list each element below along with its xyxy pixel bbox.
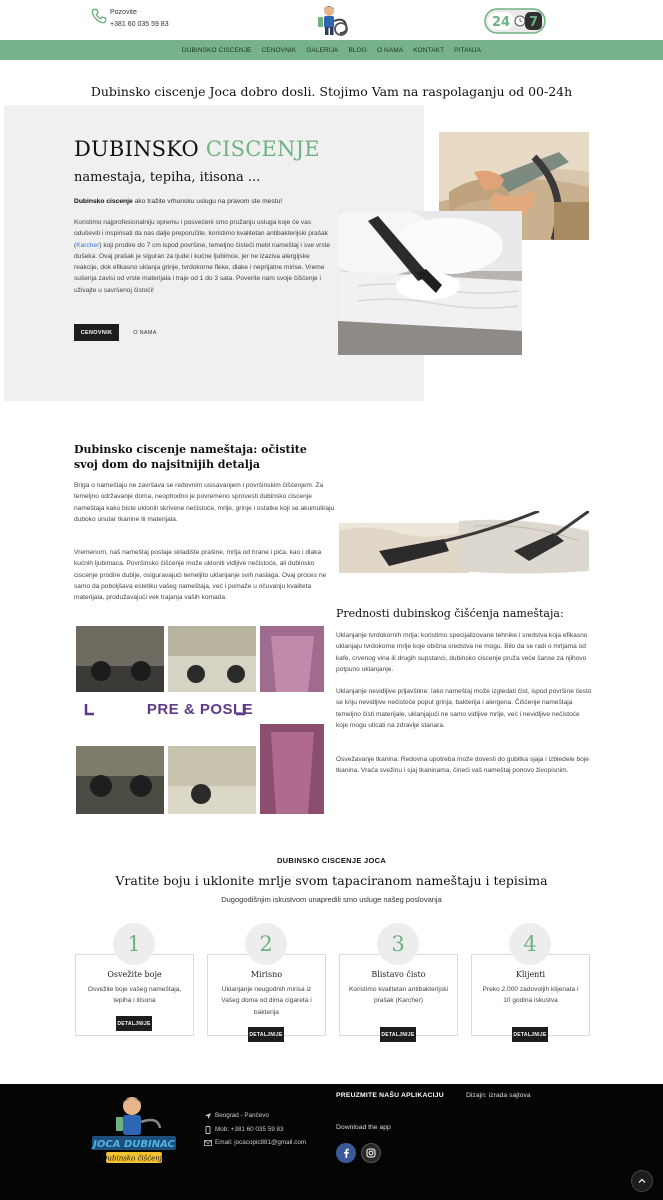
karcher-link[interactable]: Karcher [76, 241, 100, 249]
section3-eyebrow: DUBINSKO CISCENJE JOCA [276, 856, 387, 865]
nav-item-cenovnik[interactable]: CENOVNIK [261, 46, 297, 54]
phone-icon [91, 8, 107, 24]
download-app-label: Download the app [336, 1124, 391, 1131]
feature-number-2: 2 [245, 923, 287, 965]
email-icon [204, 1139, 212, 1147]
footer-location: Beograd - Pančevo [215, 1112, 269, 1119]
feature-number-3: 3 [377, 923, 419, 965]
feature-title-2: Mirisno [250, 970, 283, 979]
app-heading: PREUZMITE NAŠU APLIKACIJU [336, 1092, 444, 1099]
section2-paragraph-1: Briga o nameštaju ne završava se redovnim usisavanjem i površinskim čišćenjem. Za temeljno održavanje doma, neophodno je povremeno sprovesti dubinsko ciscenje nameštaja kako biste uklonili skrivene nečistoće, mrlje, grinje i ostatke koji se akumuliraju duboko unutar tkanine ili materijala. [74, 482, 335, 523]
hero-lead [74, 198, 334, 205]
scroll-to-top-button[interactable] [631, 1170, 653, 1192]
welcome-banner: Dubinsko ciscenje Joca dobro dosli. Stojimo Vam na raspolaganju od 00-24h [90, 84, 573, 99]
feature-details-button-1[interactable]: DETALJNIJE [116, 1016, 152, 1031]
footer-logo[interactable] [88, 1092, 180, 1168]
nav-item-kontakt[interactable]: KONTAKT [413, 46, 445, 54]
benefit-hidden-dirt: Uklanjanje nevidljive prljavštine: Iako nameštaj može izgledati čist, ispod površine često se kriju nevidljive nečistoće poput grinja, bakterija i alergena. Čišćenje nameštaja temeljno čisti materijale, uklanjajući ne samo vidljive mrlje, već i nevidljive nečistoće koje mogu uticati na zdravlje stanara. [336, 688, 592, 729]
carpet-steam-photo [339, 511, 589, 581]
hero-lead-bold: Dubinsko ciscenje [74, 198, 133, 205]
badge-7-text: 7 [528, 15, 539, 30]
feature-details-button-4[interactable]: DETALJNIJE [512, 1027, 548, 1042]
main-nav [0, 40, 663, 60]
feature-title-3: Blistavo čisto [371, 970, 426, 979]
instagram-button[interactable] [361, 1143, 381, 1163]
site-logo[interactable] [310, 3, 354, 37]
feature-details-button-3[interactable]: DETALJNIJE [380, 1027, 416, 1042]
nav-item-pitanja[interactable]: PITANJA [454, 46, 482, 54]
feature-number-4: 4 [509, 923, 551, 965]
chevron-up-icon [637, 1176, 647, 1186]
nav-item-o-nama[interactable]: O NAMA [376, 46, 404, 54]
cenovnik-button[interactable]: CENOVNIK [74, 324, 119, 341]
facebook-icon [341, 1148, 351, 1158]
benefits-title: Prednosti dubinskog čišćenja nameštaja: [336, 607, 564, 620]
hero-subtitle: namestaja, tepiha, itisona ... [74, 170, 261, 185]
section3-title: Vratite boju i uklonite mrlje svom tapaciranom nameštaju i tepisima [115, 873, 548, 888]
badge-24-text: 24 [491, 15, 511, 30]
feature-desc-4: Preko 2.000 zadovoljih klijenata i 10 godina iskustva [482, 986, 579, 1005]
hero-title [74, 137, 320, 161]
badge-24-7 [484, 8, 546, 34]
feature-desc-3: Koristimo kvalitetan antibakterijski prašak (Karcher) [349, 986, 448, 1005]
location-icon [204, 1112, 212, 1120]
before-after-collage [76, 626, 324, 814]
mattress-steam-photo [338, 211, 522, 355]
hero-lead-rest: ako tražite vrhunsku uslugu na pravom ste mestu! [132, 198, 283, 205]
feature-details-button-2[interactable]: DETALJNIJE [248, 1027, 284, 1042]
call-label: Pozovite [110, 9, 137, 16]
footer-mobile[interactable]: Mob: +381 60 035 59 83 [215, 1126, 284, 1133]
hero-body [74, 217, 332, 296]
footer-logo-title: JOCA DUBINAC [93, 1139, 175, 1150]
feature-desc-2: Uklanjanje neugodnih mirisa iz Vašeg doma od dima cigareta i bakterija [221, 986, 312, 1016]
hero-body-part1: Koristimo najprofesionalniju opremu i posvećeni smo pružanju usluga koje će vas oduševiti i inspirisati da nas dalje preporučite. koristimo kvalitetan antibakterijski prašak ( [74, 219, 328, 249]
benefit-stains: Uklanjanje tvrdokornih mrlja: koristimo specijalizovane tehnike i sredstva koja efikasno uklanjaju tvrdokorne mrlje koje obična sredstva ne mogu. Bilo da se radi o mrljama od kafe, crvenog vina ili drugih supstanci, dubinsko ciscenje pruža veće šanse za njihovo potpuno uklanjanje. [336, 632, 588, 673]
nav-item-galerija[interactable]: GALERIJA [306, 46, 339, 54]
instagram-icon [366, 1148, 376, 1158]
section3-subtitle: Dugogodišnjim iskustvom unapredili smo usluge našeg poslovanja [221, 895, 442, 904]
feature-title-4: Klijenti [515, 970, 546, 979]
o-nama-button[interactable]: O NAMA [133, 329, 157, 336]
section2-title: Dubinsko ciscenje nameštaja: očistite svoj dom do najsitnijih detalja [74, 443, 307, 471]
feature-desc-1: Osvežite boje vašeg nameštaja, tepiha i itisona [87, 986, 182, 1005]
facebook-button[interactable] [336, 1143, 356, 1163]
nav-item-dubinsko-ciscenje[interactable]: DUBINSKO CISCENJE [181, 46, 252, 54]
hero-body-part2: ) koji prodire do 7 cm ispod površine, temeljno čisteći mebl nameštaj i sve vrste dušeka. Ovaj prašak je siguran za ljude i kućne ljubimce, jer ne izaziva alergijske reakcije, dok efikasno uklanja grinje, tvrdokorne fleke, dlake i neprijatne mirise. Vreme sušenja zavisi od vrste materijala i traje od 1 do 3 sata. Poverite nam svoje čišćenje i uživajte u savršenoj čistoći! [74, 241, 331, 294]
nav-item-blog[interactable]: BLOG [348, 46, 367, 54]
call-number[interactable]: +381 60 035 59 83 [110, 21, 169, 28]
hero-title-part-b: CISCENJE [205, 137, 320, 161]
footer-email[interactable]: Email: jocacopic881@gmail.com [215, 1139, 307, 1146]
footer-logo-subtitle: Dubinsko čišćenje [101, 1154, 167, 1163]
design-credit-link[interactable]: Dizajn: izrada sajtova [466, 1092, 531, 1099]
section2-paragraph-2: Vremenom, naš nameštaj postaje skladište prašine, mrlja od hrane i pića, kao i dlaka kućnih ljubimaca. Površinsko čišćenje može ukloniti vidljive nečistoće, ali dubinsko ciscenje prodire dublje, osiguravajući temeljito uklanjanje svih naslaga. Ovaj proces ne samo da poboljšava estetiku vašeg nameštaja, već i pomaže u očuvanju kvaliteta materijala, produžavajući vek trajanja vaših komada. [74, 549, 327, 602]
mobile-icon [204, 1126, 212, 1134]
hero-title-part-a: DUBINSKO [74, 137, 199, 161]
feature-title-1: Osvežite boje [107, 970, 162, 979]
pre-posle-caption: PRE & POSLE [146, 701, 254, 718]
feature-number-1: 1 [113, 923, 155, 965]
benefit-refresh: Osvežavanje tkanina: Redovna upotreba može dovesti do gubitka sjaja i izbledele boje tkanina. Vraća svežinu i sjaj tkaninama, čineći vaš nameštaj ponovo živopisnim. [336, 756, 589, 775]
